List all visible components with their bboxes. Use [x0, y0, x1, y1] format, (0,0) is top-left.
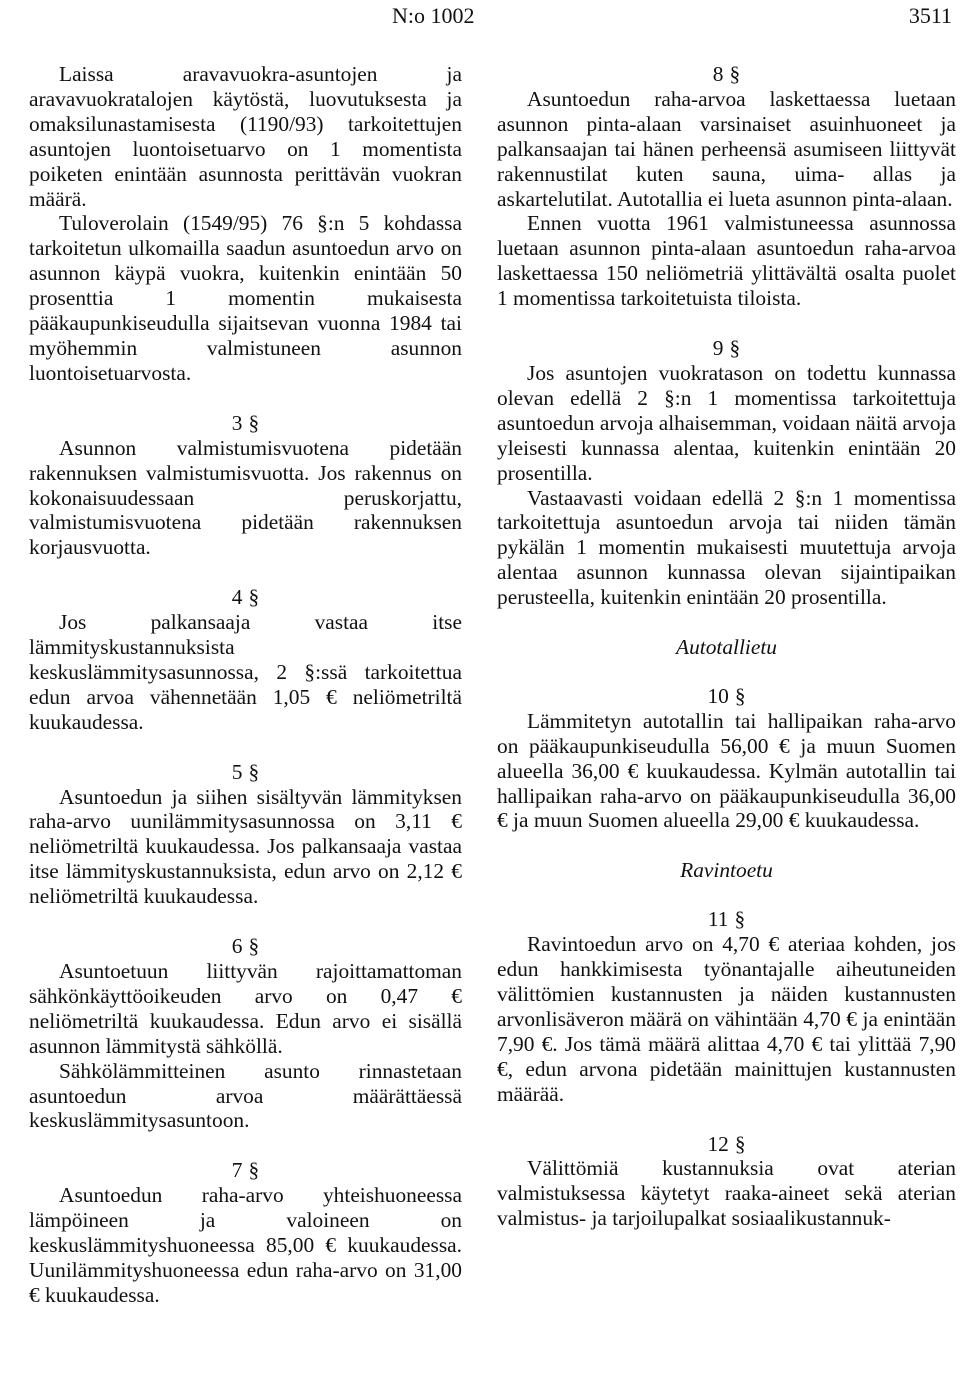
paragraph: Lämmitetyn autotallin tai hallipaikan raha-arvo on pääkaupunkiseudulla 56,00 € ja muun Suomen alueella 36,00 € kuukaudessa. Kylmän autotallin tai hallipaikan raha-arvo on pääkaupunkiseudulla 36,00 € ja muun Suomen alueella 29,00 € kuukaudessa. — [497, 708, 956, 833]
section-heading-8: 8 § — [712, 62, 741, 86]
section-heading-3: 3 § — [231, 410, 260, 435]
section-heading-4: 4 § — [231, 585, 260, 610]
paragraph: Tuloverolain (1549/95) 76 §:n 5 kohdassa tarkoitetun ulkomailla saadun asuntoedun arvo on asunnon käypä vuokra, kuitenkin enintään 50 prosenttia 1 momentin mukaisesta pääkaupunkiseudulla sijaitsevan vuonna 1984 tai myöhemmin valmistuneen asunnon luontoisetuarvosta. — [29, 211, 462, 385]
paragraph: Välittömiä kustannuksia ovat aterian valmistuksessa käytetyt raaka-aineet sekä aterian valmistus- ja tarjoilupalkat sosiaalikustannuk- — [497, 1156, 956, 1231]
paragraph: Laissa aravavuokra-asuntojen ja aravavuokratalojen käytöstä, luovutuksesta ja omaksilunastamisesta (1190/93) tarkoitettujen asuntojen luontoisetuarvo on 1 momentista poiketen enintään asunnosta perittävän vuokran määrä. — [29, 62, 462, 211]
issue-number: N:o 1002 — [392, 3, 475, 28]
section-sign: § — [729, 62, 741, 86]
heading-garage-benefit: Autotallietu — [676, 635, 777, 660]
section-sign: § — [248, 410, 260, 435]
section-sign: § — [729, 336, 741, 361]
paragraph: Jos asuntojen vuokratason on todettu kunnassa olevan edellä 2 §:n 1 momentissa tarkoitettuja asuntoedun arvoja alhaisemman, voidaan näitä arvoja yleisesti kunnassa alentaa, kuitenkin enintään 20 prosentilla. — [497, 360, 956, 485]
section-sign: § — [734, 683, 746, 708]
paragraph: Asuntoedun raha-arvoa laskettaessa luetaan asunnon pinta-alaan varsinaiset asuinhuoneet ja palkansaajan tai hänen perheensä asumiseen liittyvät rakennustilat kuten sauna, uima- allas ja askartelutilat. Autotallia ei lueta asunnon pinta-alaan. — [497, 86, 956, 211]
section-sign: § — [248, 1158, 260, 1183]
section-sign: § — [734, 1131, 746, 1156]
section-sign: § — [734, 907, 746, 932]
paragraph: Ennen vuotta 1961 valmistuneessa asunnossa luetaan asunnon pinta-alaan asuntoedun raha-arvoa laskettaessa 150 neliömetriä ylittävältä osalta puolet 1 momentissa tarkoitetuista tiloista. — [497, 211, 956, 311]
page-header — [392, 2, 952, 30]
right-column — [497, 62, 956, 1231]
section-heading-9: 9 § — [712, 336, 741, 361]
left-column — [29, 62, 462, 1308]
section-heading-5: 5 § — [231, 759, 260, 784]
section-heading-6: 6 § — [231, 934, 260, 959]
section-sign: § — [248, 585, 260, 610]
paragraph: Asuntoedun raha-arvo yhteishuoneessa lämpöineen ja valoineen on keskuslämmityshuoneessa 85,00 € kuukaudessa. Uunilämmityshuoneessa edun raha-arvo on 31,00 € kuukaudessa. — [29, 1183, 462, 1307]
paragraph: Ravintoedun arvo on 4,70 € ateriaa kohden, jos edun hankkimisesta työnantajalle aiheutuneiden välittömien kustannusten ja näiden kustannusten arvonlisäveron määrä on vähintään 4,70 € ja enintään 7,90 €. Jos tämä määrä alittaa 4,70 € tai ylittää 7,90 €, edun arvona pidetään mainittujen kustannusten määrää. — [497, 932, 956, 1106]
section-heading-11: 11 § — [707, 907, 746, 932]
paragraph: Vastaavasti voidaan edellä 2 §:n 1 momentissa tarkoitettuja asuntoedun arvoja tai niiden tämän pykälän 1 momentin mukaisesti muutettuja arvoja alentaa asunnon kunnassa olevan sijaintipaikan perusteella, kuitenkin enintään 20 prosentilla. — [497, 485, 956, 610]
paragraph: Asunnon valmistumisvuotena pidetään rakennuksen valmistumisvuotta. Jos rakennus on kokonaisuudessaan peruskorjattu, valmistumisvuotena pidetään rakennuksen korjausvuotta. — [29, 435, 462, 560]
paragraph: Jos palkansaaja vastaa itse lämmityskustannuksista keskuslämmitysasunnossa, 2 §:ssä tarkoitettua edun arvoa vähennetään 1,05 € neliömetriltä kuukaudessa. — [29, 610, 462, 734]
section-heading-10: 10 § — [707, 683, 746, 708]
paragraph: Asuntoedun ja siihen sisältyvän lämmityksen raha-arvo uunilämmitysasunnossa on 3,11 € neliömetriltä kuukaudessa. Jos palkansaaja vastaa itse lämmityskustannuksista, edun arvo on 2,12 € neliömetriltä kuukaudessa. — [29, 784, 462, 909]
section-heading-7: 7 § — [231, 1158, 260, 1183]
paragraph: Sähkölämmitteinen asunto rinnastetaan asuntoedun arvoa määrättäessä keskuslämmitysasuntoon. — [29, 1058, 462, 1133]
section-sign: § — [248, 759, 260, 784]
paragraph: Asuntoetuun liittyvän rajoittamattoman sähkönkäyttöoikeuden arvo on 0,47 € neliömetriltä kuukaudessa. Edun arvo ei sisällä asunnon lämmitystä sähköllä. — [29, 959, 462, 1058]
section-heading-12: 12 § — [707, 1131, 746, 1156]
page-number: 3511 — [908, 3, 952, 28]
section-sign: § — [248, 934, 260, 959]
heading-meal-benefit: Ravintoetu — [680, 858, 773, 883]
